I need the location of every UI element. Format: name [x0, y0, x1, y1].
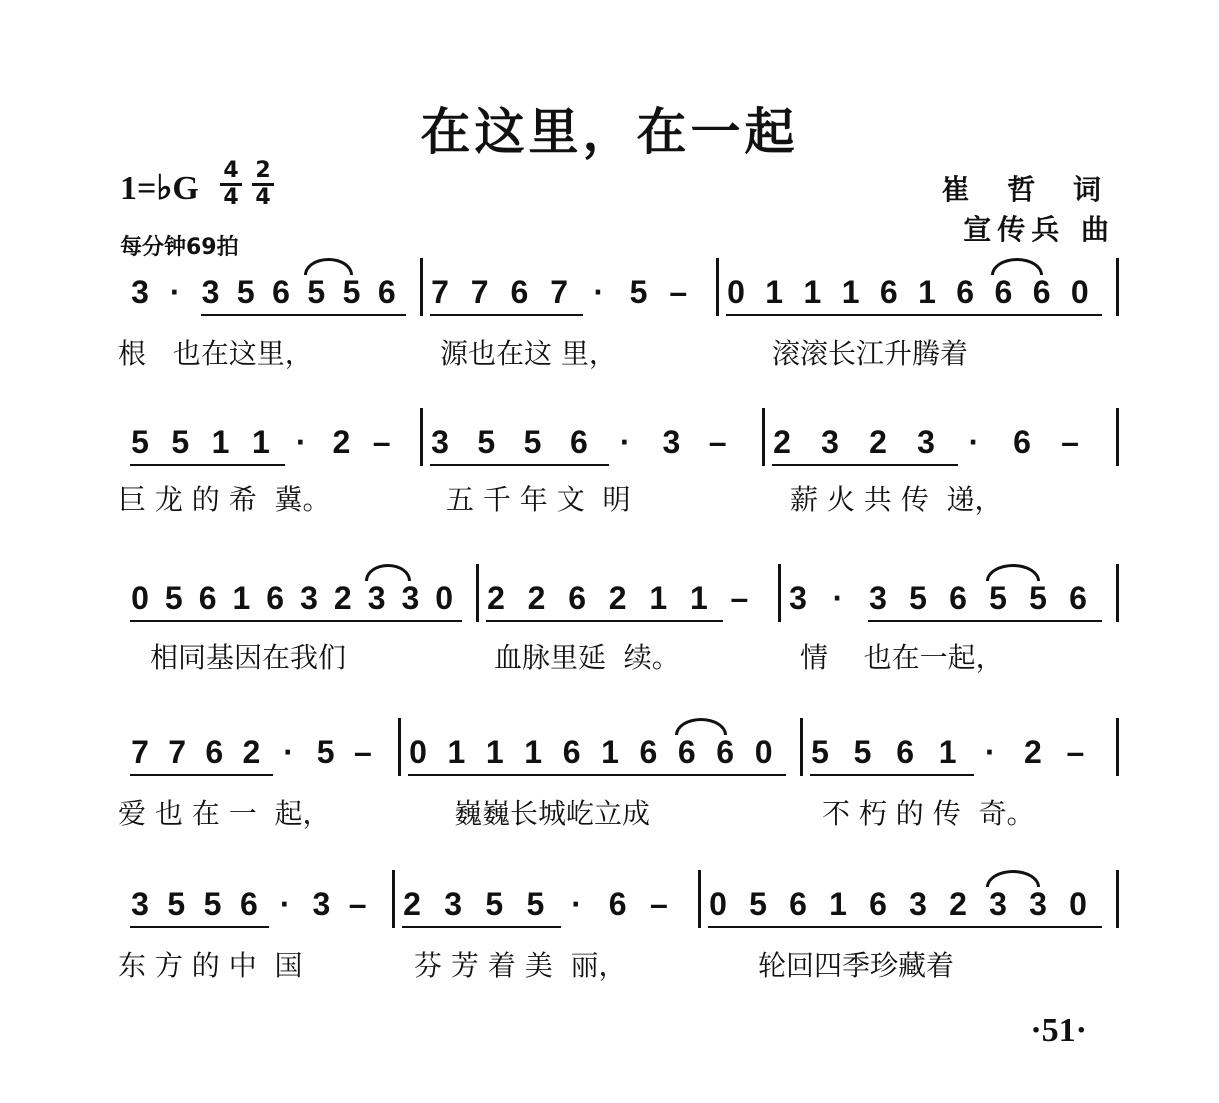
jianpu-note: 1: [485, 734, 504, 770]
jianpu-note: 5: [167, 886, 186, 922]
jianpu-note: 2: [773, 424, 791, 460]
tempo-marking: 每分钟69拍: [120, 235, 239, 260]
jianpu-note: 7: [168, 734, 187, 770]
beam-line: [1032, 314, 1102, 316]
jianpu-note: 6: [789, 886, 807, 922]
jianpu-note: –: [348, 886, 367, 922]
barline: [398, 718, 401, 776]
jianpu-note: 1: [803, 274, 822, 310]
jianpu-note: 3: [1029, 886, 1047, 922]
beam-line: [509, 314, 582, 316]
jianpu-note: 1: [232, 580, 251, 616]
jianpu-note: 6: [568, 580, 587, 616]
lyric-line: 芬 芳 着 美 丽，: [414, 949, 627, 982]
time-signature-4-4: [220, 160, 242, 209]
jianpu-note: 7: [131, 734, 149, 770]
jianpu-note: –: [353, 734, 372, 770]
tie-slur: [986, 564, 1040, 581]
jianpu-note: 2: [333, 580, 352, 616]
time-signature-2-4: [252, 160, 274, 209]
barline: [476, 564, 479, 622]
barline: [1116, 408, 1119, 466]
barline: [420, 408, 423, 466]
barline: [762, 408, 765, 466]
jianpu-note: ·: [571, 886, 582, 922]
lyricist-credit: 崔 哲 词: [941, 173, 1115, 206]
barline: [778, 564, 781, 622]
jianpu-note: 7: [550, 274, 569, 310]
beam-line: [203, 926, 270, 928]
lyric-line: 五 千 年 文 明: [446, 483, 631, 516]
lyric-line: 滚滚长江升腾着: [772, 337, 969, 370]
tie-slur: [304, 258, 352, 275]
jianpu-note: 6: [949, 580, 967, 616]
lyric-line: 情 也在一起，: [800, 641, 1004, 674]
lyric-line: 东 方 的 中 国: [118, 949, 303, 982]
jianpu-note: 1: [649, 580, 668, 616]
jianpu-note: 5: [131, 424, 149, 460]
lyric-line: 源也在这 里，: [440, 337, 617, 370]
jianpu-note: 6: [956, 274, 975, 310]
lyric-line: 爱 也 在 一 起，: [118, 797, 331, 830]
jianpu-note: 6: [608, 886, 627, 922]
lyric-line: 薪 火 共 传 递，: [790, 483, 1003, 516]
jianpu-note: 5: [629, 274, 648, 310]
jianpu-note: 0: [409, 734, 427, 770]
time-sig-denominator: 4: [255, 185, 271, 210]
tie-slur: [675, 718, 727, 735]
jianpu-note: 0: [727, 274, 745, 310]
jianpu-note: 6: [994, 274, 1013, 310]
jianpu-note: 0: [1070, 274, 1089, 310]
barline: [1116, 564, 1119, 622]
jianpu-note: ·: [279, 886, 291, 922]
time-sig-numerator: 4: [223, 158, 239, 183]
jianpu-note: 2: [949, 886, 967, 922]
jianpu-note: 3: [909, 886, 927, 922]
jianpu-note: 1: [841, 274, 860, 310]
beam-line: [204, 774, 272, 776]
jianpu-note: 5: [342, 274, 361, 310]
barline: [392, 870, 395, 928]
jianpu-note: –: [669, 274, 688, 310]
composer-credit: 宣传兵 曲: [963, 213, 1115, 246]
jianpu-note: 5: [909, 580, 927, 616]
jianpu-note: –: [708, 424, 727, 460]
jianpu-note: 6: [562, 734, 581, 770]
jianpu-note: 6: [677, 734, 696, 770]
jianpu-note: ·: [968, 424, 980, 460]
jianpu-note: 3: [789, 580, 807, 616]
jianpu-note: 1: [689, 580, 708, 616]
jianpu-note: 5: [523, 424, 542, 460]
jianpu-note: ·: [593, 274, 605, 310]
jianpu-note: –: [372, 424, 391, 460]
jianpu-note: 5: [485, 886, 504, 922]
jianpu-note: 5: [203, 886, 222, 922]
barline: [716, 258, 719, 316]
jianpu-note: 3: [367, 580, 386, 616]
beam-line: [868, 464, 958, 466]
jianpu-note: 2: [869, 424, 887, 460]
jianpu-note: 5: [749, 886, 767, 922]
jianpu-note: 5: [989, 580, 1007, 616]
lyric-line: 巨 龙 的 希 冀。: [118, 483, 331, 516]
tie-slur: [991, 258, 1043, 275]
jianpu-note: 0: [709, 886, 727, 922]
barline: [1116, 258, 1119, 316]
jianpu-note: 3: [662, 424, 681, 460]
lyric-line: 轮回四季珍藏着: [758, 949, 955, 982]
jianpu-note: 1: [918, 274, 936, 310]
jianpu-note: 6: [569, 424, 588, 460]
beam-line: [1028, 620, 1102, 622]
barline: [420, 258, 423, 316]
jianpu-note: 0: [435, 580, 454, 616]
time-sig-denominator: 4: [223, 185, 239, 210]
jianpu-note: 6: [896, 734, 915, 770]
jianpu-note: 6: [716, 734, 735, 770]
jianpu-note: 7: [431, 274, 449, 310]
jianpu-note: 3: [312, 886, 331, 922]
lyric-line: 巍巍长城屹立成: [454, 797, 651, 830]
beam-line: [211, 464, 286, 466]
jianpu-note: 2: [608, 580, 627, 616]
beam-line: [484, 926, 560, 928]
jianpu-note: ·: [984, 734, 996, 770]
jianpu-note: 6: [1013, 424, 1031, 460]
jianpu-note: ·: [619, 424, 631, 460]
jianpu-note: 3: [131, 274, 149, 310]
jianpu-note: ·: [169, 274, 181, 310]
tie-slur: [365, 564, 412, 581]
jianpu-note: 1: [524, 734, 543, 770]
beam-line: [895, 774, 974, 776]
jianpu-note: 1: [251, 424, 270, 460]
jianpu-note: –: [730, 580, 749, 616]
jianpu-note: 5: [526, 886, 545, 922]
jianpu-note: 5: [164, 580, 183, 616]
page-number: ·51·: [1030, 1012, 1087, 1049]
jianpu-note: 6: [377, 274, 396, 310]
lyric-line: 血脉里延 续。: [494, 641, 680, 674]
jianpu-note: 0: [131, 580, 149, 616]
jianpu-note: ·: [295, 424, 307, 460]
jianpu-note: 6: [639, 734, 658, 770]
jianpu-note: 5: [811, 734, 829, 770]
beam-line: [1028, 926, 1102, 928]
jianpu-note: 1: [765, 274, 784, 310]
jianpu-note: 3: [300, 580, 318, 616]
jianpu-note: 1: [601, 734, 619, 770]
jianpu-note: 5: [236, 274, 255, 310]
jianpu-note: 3: [401, 580, 420, 616]
jianpu-note: 6: [239, 886, 258, 922]
jianpu-note: 6: [869, 886, 887, 922]
song-title: 在这里，在一起: [420, 102, 799, 161]
jianpu-note: ·: [832, 580, 844, 616]
jianpu-note: 3: [431, 424, 449, 460]
jianpu-note: 1: [211, 424, 230, 460]
jianpu-note: 0: [754, 734, 773, 770]
barline: [1116, 718, 1119, 776]
jianpu-note: 3: [201, 274, 220, 310]
jianpu-note: 2: [1023, 734, 1042, 770]
jianpu-note: 2: [487, 580, 505, 616]
jianpu-note: –: [1061, 424, 1079, 460]
jianpu-note: 3: [131, 886, 149, 922]
jianpu-note: 6: [1032, 274, 1051, 310]
jianpu-note: 6: [205, 734, 224, 770]
jianpu-note: 1: [447, 734, 466, 770]
jianpu-note: 6: [198, 580, 217, 616]
lyric-line: 相同基因在我们: [150, 641, 347, 674]
time-sig-numerator: 2: [255, 158, 271, 183]
jianpu-note: 5: [853, 734, 872, 770]
jianpu-note: 1: [938, 734, 957, 770]
jianpu-note: –: [649, 886, 668, 922]
key-signature: 1=♭G: [120, 170, 199, 207]
jianpu-note: –: [1066, 734, 1085, 770]
jianpu-note: 5: [1029, 580, 1047, 616]
tie-slur: [986, 870, 1040, 887]
lyric-line: 根 也在这里，: [118, 337, 313, 370]
jianpu-note: 5: [477, 424, 496, 460]
jianpu-note: 7: [470, 274, 489, 310]
beam-line: [523, 464, 610, 466]
jianpu-note: 2: [332, 424, 351, 460]
jianpu-note: 3: [869, 580, 887, 616]
jianpu-note: 6: [510, 274, 529, 310]
jianpu-note: 1: [829, 886, 847, 922]
beam-line: [648, 620, 723, 622]
jianpu-note: 3: [821, 424, 839, 460]
jianpu-note: 5: [316, 734, 335, 770]
beam-line: [715, 774, 786, 776]
jianpu-note: 6: [266, 580, 285, 616]
jianpu-note: 2: [403, 886, 421, 922]
jianpu-note: ·: [283, 734, 294, 770]
jianpu-note: 3: [917, 424, 935, 460]
jianpu-note: 3: [444, 886, 463, 922]
beam-line: [400, 620, 462, 622]
barline: [1116, 870, 1119, 928]
beam-line: [342, 314, 407, 316]
barline: [698, 870, 701, 928]
barline: [800, 718, 803, 776]
jianpu-note: 6: [272, 274, 290, 310]
jianpu-note: 5: [307, 274, 326, 310]
jianpu-note: 6: [879, 274, 898, 310]
jianpu-note: 3: [989, 886, 1007, 922]
jianpu-note: 2: [242, 734, 261, 770]
lyric-line: 不 朽 的 传 奇。: [822, 797, 1035, 830]
jianpu-note: 2: [527, 580, 546, 616]
jianpu-note: 5: [171, 424, 190, 460]
jianpu-note: 0: [1069, 886, 1087, 922]
jianpu-note: 6: [1069, 580, 1087, 616]
